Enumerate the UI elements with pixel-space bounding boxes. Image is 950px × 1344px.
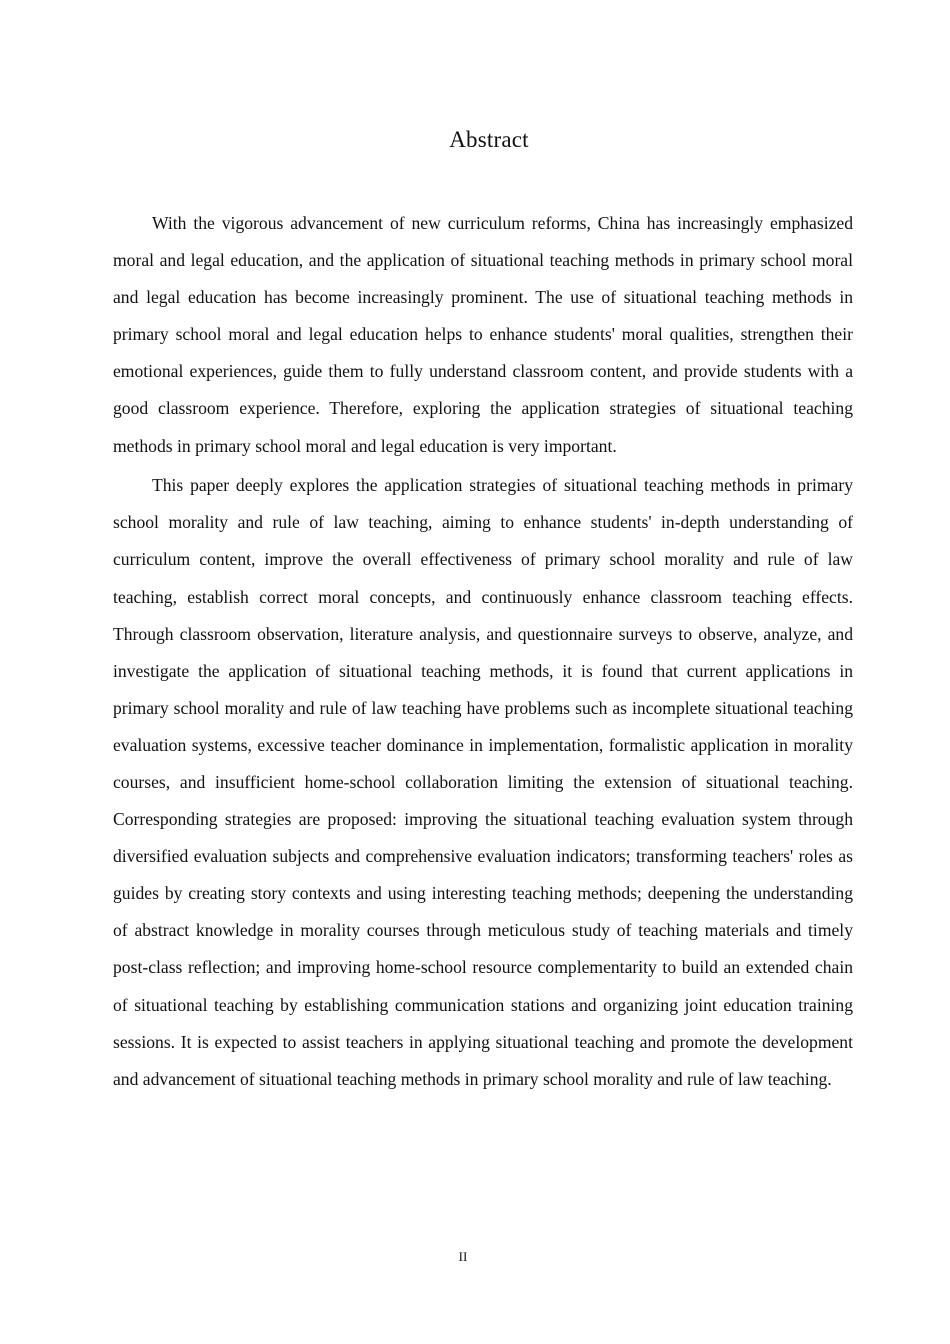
- abstract-paragraph-2: This paper deeply explores the application strategies of situational teaching methods in primary school morality and rule of law teaching, aiming to enhance students' in-depth understanding of curriculum content, improve the overall effectiveness of primary school morality and rule of law teaching, establish correct moral concepts, and continuously enhance classroom teaching effects. Through classroom observation, literature analysis, and questionnaire surveys to observe, analyze, and investigate the application of situational teaching methods, it is found that current applications in primary school morality and rule of law teaching have problems such as incomplete situational teaching evaluation systems, excessive teacher dominance in implementation, formalistic application in morality courses, and insufficient home-school collaboration limiting the extension of situational teaching. Corresponding strategies are proposed: improving the situational teaching evaluation system through diversified evaluation subjects and comprehensive evaluation indicators; transforming teachers' roles as guides by creating story contexts and using interesting teaching methods; deepening the understanding of abstract knowledge in morality courses through meticulous study of teaching materials and timely post-class reflection; and improving home-school resource complementarity to build an extended chain of situational teaching by establishing communication stations and organizing joint education training sessions. It is expected to assist teachers in applying situational teaching and promote the development and advancement of situational teaching methods in primary school morality and rule of law teaching.: [113, 475, 853, 1089]
- abstract-title: Abstract: [449, 127, 529, 152]
- abstract-body: [113, 205, 853, 1098]
- abstract-paragraph-1: With the vigorous advancement of new curriculum reforms, China has increasingly emphasized moral and legal education, and the application of situational teaching methods in primary school moral and legal education has become increasingly prominent. The use of situational teaching methods in primary school moral and legal education helps to enhance students' moral qualities, strengthen their emotional experiences, guide them to fully understand classroom content, and provide students with a good classroom experience. Therefore, exploring the application strategies of situational teaching methods in primary school moral and legal education is very important.: [113, 213, 853, 456]
- page-number: II: [458, 1249, 468, 1264]
